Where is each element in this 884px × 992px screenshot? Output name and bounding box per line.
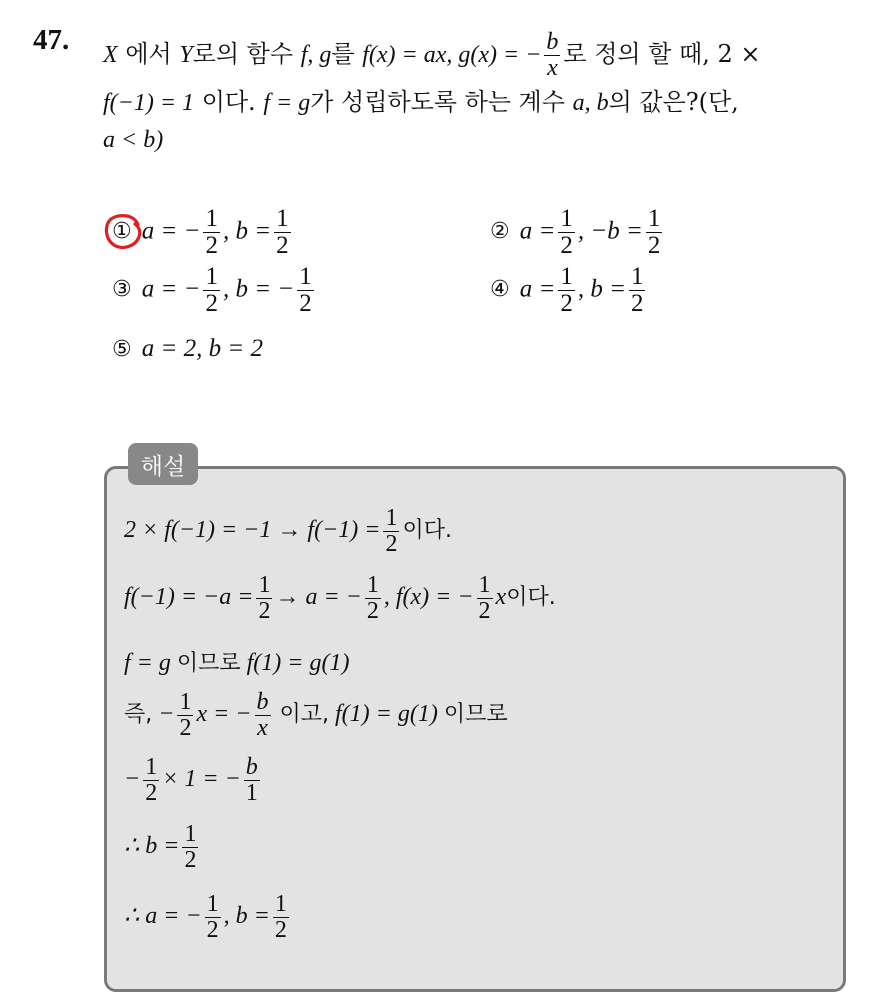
question-line-2: f(−1) = 1 이다. f = g가 성립하도록 하는 계수 a, b의 값은?(단, xyxy=(103,88,739,116)
question-number: 47. xyxy=(33,24,70,56)
solution-line-1: 2 × f(−1) = −1 → f(−1) = $\frac{1}{2}$ 이다. xyxy=(124,505,452,558)
solution-line-7: ∴ a = − $\frac{1}{2}$ , b = $\frac{1}{2}$ xyxy=(124,891,287,944)
question-line-1: X 에서 Y로의 함수 f, g를 f(x) = ax, g(x) = − $\frac{b}{x}$ 로 정의 할 때, 2 × xyxy=(103,29,761,82)
choice-4[interactable]: ④ a = $\frac{1}{2}$ , b = $\frac{1}{2}$ xyxy=(490,263,644,318)
choice-1[interactable]: ① a = − $\frac{1}{2}$ , b = $\frac{1}{2}$ xyxy=(112,205,289,260)
choice-5[interactable]: ⑤ a = 2, b = 2 xyxy=(112,335,263,362)
choice-2[interactable]: ② a = $\frac{1}{2}$ , −b = $\frac{1}{2}$ xyxy=(490,205,661,260)
solution-line-6: ∴ b = $\frac{1}{2}$ xyxy=(124,821,197,874)
solution-line-5: − $\frac{1}{2}$ × 1 = − $\frac{b}{1}$ xyxy=(124,754,258,807)
answer-mark-circle-icon xyxy=(102,211,144,251)
solution-line-2: f(−1) = −a = $\frac{1}{2}$ → a = − $\frac{1}{2}$ , f(x) = − $\frac{1}{2}$ x이다. xyxy=(124,572,556,625)
solution-line-3: f = g 이므로 f(1) = g(1) xyxy=(124,650,350,676)
question-line-3: a < b) xyxy=(103,127,164,153)
choice-3[interactable]: ③ a = − $\frac{1}{2}$ , b = − $\frac{1}{2}$ xyxy=(112,263,312,318)
solution-tag: 해설 xyxy=(128,443,198,485)
solution-line-4: 즉, − $\frac{1}{2}$ x = − $\frac{b}{x}$ 이고, f(1) = g(1) 이므로 xyxy=(124,689,508,742)
